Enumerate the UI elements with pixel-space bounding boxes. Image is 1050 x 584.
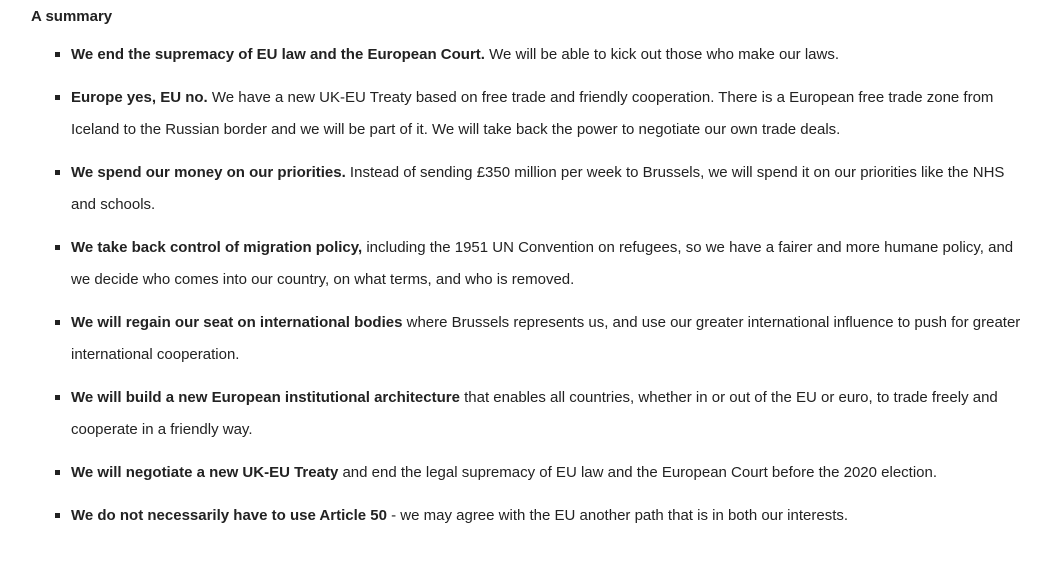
item-text: and end the legal supremacy of EU law and the European Court before the 2020 election. bbox=[338, 464, 938, 481]
list-item bbox=[71, 39, 1030, 71]
item-text: - we may agree with the EU another path that is in both our interests. bbox=[386, 507, 849, 524]
summary-heading: A summary bbox=[31, 8, 113, 25]
square-bullet-icon bbox=[55, 170, 60, 175]
list-item bbox=[71, 307, 1030, 371]
item-lead: We spend our money on our priorities. bbox=[71, 164, 346, 181]
square-bullet-icon bbox=[55, 52, 60, 57]
square-bullet-icon bbox=[55, 470, 60, 475]
item-text: We will be able to kick out those who make our laws. bbox=[484, 46, 840, 63]
square-bullet-icon bbox=[55, 95, 60, 100]
item-lead: We will negotiate a new UK-EU Treaty bbox=[71, 464, 339, 481]
list-item bbox=[71, 157, 1030, 221]
item-lead: We will regain our seat on international bodies bbox=[71, 314, 403, 331]
list-item bbox=[71, 500, 1030, 532]
square-bullet-icon bbox=[55, 395, 60, 400]
square-bullet-icon bbox=[55, 320, 60, 325]
list-item bbox=[71, 382, 1030, 446]
item-text: including the 1951 UN Convention on refugees, so we have a fairer and more humane policy, and we decide who comes into our country, on what terms, and who is removed. bbox=[71, 239, 1014, 288]
item-text: that enables all countries, whether in or out of the EU or euro, to trade freely and cooperate in a friendly way. bbox=[71, 389, 998, 438]
square-bullet-icon bbox=[55, 513, 60, 518]
list-item bbox=[71, 232, 1030, 296]
item-lead: We do not necessarily have to use Article 50 bbox=[71, 507, 387, 524]
summary-list bbox=[31, 39, 1030, 532]
item-text: where Brussels represents us, and use our greater international influence to push for greater international cooperation. bbox=[71, 314, 1021, 363]
item-text: Instead of sending £350 million per week to Brussels, we will spend it on our priorities like the NHS and schools. bbox=[71, 164, 1005, 213]
list-item bbox=[71, 82, 1030, 146]
item-lead: We take back control of migration policy, bbox=[71, 239, 363, 256]
square-bullet-icon bbox=[55, 245, 60, 250]
item-lead: We end the supremacy of EU law and the European Court. bbox=[71, 46, 485, 63]
item-lead: We will build a new European institutional architecture bbox=[71, 389, 460, 406]
list-item bbox=[71, 457, 1030, 489]
item-lead: Europe yes, EU no. bbox=[71, 89, 208, 106]
item-text: We have a new UK-EU Treaty based on free trade and friendly cooperation. There is a European free trade zone from Iceland to the Russian border and we will be part of it. We will take back the power to negotiate our own trade deals. bbox=[71, 89, 994, 138]
